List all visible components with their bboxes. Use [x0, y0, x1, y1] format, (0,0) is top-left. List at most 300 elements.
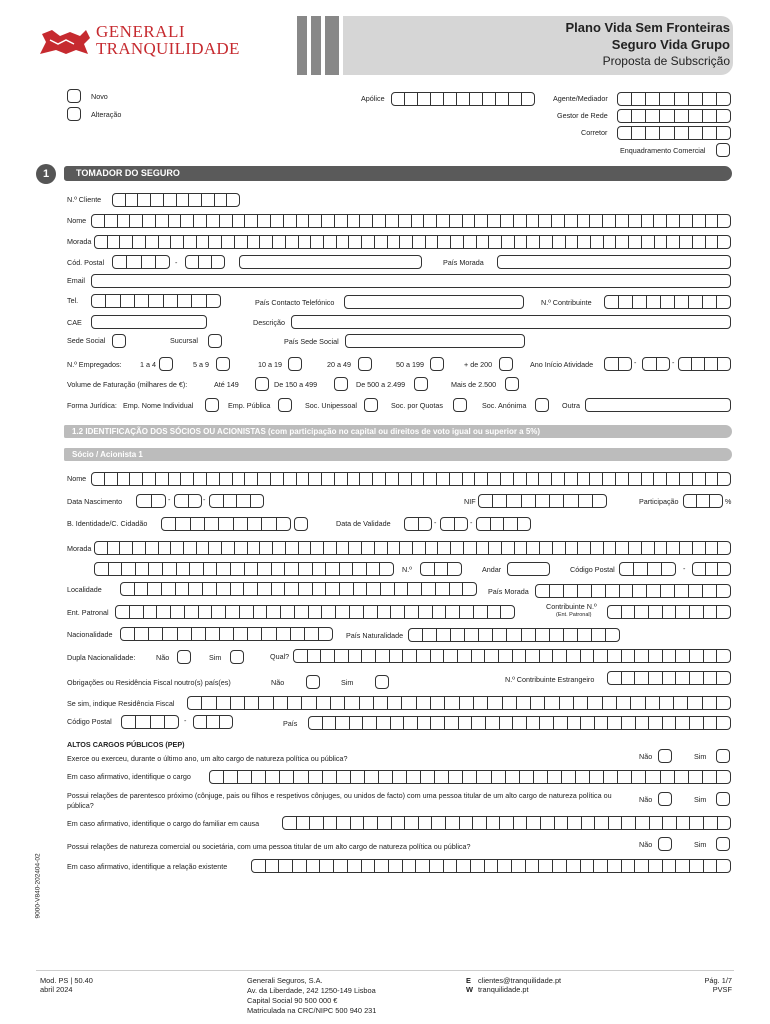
char-cell: [718, 563, 730, 575]
char-cell: [373, 473, 386, 485]
char-cell: [479, 629, 493, 641]
andar-input[interactable]: [507, 562, 550, 576]
char-cell: [136, 716, 150, 728]
char-cell: [309, 771, 323, 783]
char-cell: [431, 93, 444, 105]
char-cell: [674, 697, 688, 709]
vol-opt-label: De 500 a 2.499: [356, 380, 406, 389]
pais-naturalidade-label: País Naturalidade: [346, 631, 404, 640]
vol-opt-checkbox[interactable]: [334, 377, 348, 391]
char-cell: [240, 606, 254, 618]
char-cell: [500, 817, 514, 829]
char-cell: [574, 697, 588, 709]
char-cell: [513, 717, 527, 729]
char-cell: [472, 717, 486, 729]
sucursal-checkbox[interactable]: [208, 334, 222, 348]
forma-opt-checkbox[interactable]: [453, 398, 467, 412]
header-subtitle: Proposta de Subscrição: [602, 54, 730, 68]
char-cell: [460, 606, 474, 618]
char-cell: [231, 563, 245, 575]
char-cell: [186, 256, 199, 268]
date-dash: -: [168, 495, 171, 504]
char-cell: [622, 672, 636, 684]
data-validade-label: Data de Validade: [336, 519, 391, 528]
q2-nao-checkbox[interactable]: [658, 792, 672, 806]
char-cell: [618, 93, 632, 105]
emp-opt-checkbox[interactable]: [358, 357, 372, 371]
codigo-postal2-input[interactable]: [121, 715, 179, 729]
char-cell: [184, 542, 197, 554]
char-cell: [676, 717, 690, 729]
char-cell: [164, 194, 177, 206]
forma-opt-label: Emp. Pública: [228, 401, 271, 410]
char-cell: [451, 542, 464, 554]
char-cell: [217, 563, 231, 575]
char-cell: [345, 697, 359, 709]
char-cell: [143, 215, 156, 227]
char-cell: [717, 771, 730, 783]
cod-postal-ext-input[interactable]: [185, 255, 225, 269]
obrig-nao-checkbox[interactable]: [306, 675, 320, 689]
char-cell: [675, 93, 689, 105]
char-cell: [663, 672, 677, 684]
char-cell: [210, 771, 224, 783]
char-cell: [217, 697, 231, 709]
socio-morada-input-1[interactable]: [94, 541, 731, 555]
contribuinte-label: Contribuinte N.º: [546, 602, 597, 611]
corretor-input[interactable]: [617, 126, 731, 140]
emp-opt-checkbox[interactable]: [430, 357, 444, 371]
tel-input[interactable]: [91, 294, 221, 308]
forma-opt-checkbox[interactable]: [364, 398, 378, 412]
forma-opt-checkbox[interactable]: [205, 398, 219, 412]
morada-input[interactable]: [94, 235, 731, 249]
emp-opt-checkbox[interactable]: [499, 357, 513, 371]
forma-opt-label: Soc. Unipessoal: [305, 401, 357, 410]
char-cell: [498, 860, 512, 872]
char-cell: [595, 817, 609, 829]
char-cell: [142, 256, 156, 268]
dupla-label: Dupla Nacionalidade:: [67, 653, 136, 662]
char-cell: [717, 127, 730, 139]
char-cell: [536, 585, 550, 597]
char-cell: [463, 473, 476, 485]
char-cell: [405, 817, 419, 829]
char-cell: [194, 215, 207, 227]
codigo-postal-input[interactable]: [619, 562, 676, 576]
forma-opt-checkbox[interactable]: [278, 398, 292, 412]
char-cell: [163, 563, 177, 575]
char-cell: [679, 358, 692, 370]
char-cell: [391, 717, 405, 729]
footer-date: abril 2024: [40, 985, 73, 994]
char-cell: [149, 295, 163, 307]
char-cell: [340, 563, 354, 575]
codigo-postal-label: Código Postal: [570, 565, 615, 574]
char-cell: [655, 236, 668, 248]
char-cell: [192, 295, 206, 307]
char-cell: [175, 495, 189, 507]
alteracao-checkbox[interactable]: [67, 107, 81, 121]
sede-social-checkbox[interactable]: [112, 334, 126, 348]
char-cell: [209, 236, 222, 248]
pep-q1: Exerce ou exerceu, durante o último ano, um alto cargo de natureza política ou pública?: [67, 754, 348, 763]
char-cell: [136, 563, 150, 575]
char-cell: [233, 215, 246, 227]
char-cell: [438, 236, 451, 248]
codigo-postal2-label: Código Postal: [67, 717, 112, 726]
char-cell: [273, 542, 286, 554]
dupla-nao-label: Não: [156, 653, 170, 662]
descricao-input[interactable]: [291, 315, 731, 329]
bi-check-input[interactable]: [294, 517, 308, 531]
char-cell: [163, 628, 177, 640]
participacao-input[interactable]: [683, 494, 723, 508]
char-cell: [386, 215, 399, 227]
vol-opt-checkbox[interactable]: [414, 377, 428, 391]
char-cell: [285, 563, 299, 575]
char-cell: [616, 215, 629, 227]
char-cell: [604, 236, 617, 248]
char-cell: [133, 542, 146, 554]
forma-opt-checkbox[interactable]: [535, 398, 549, 412]
char-cell: [522, 93, 534, 105]
char-cell: [118, 473, 131, 485]
char-cell: [207, 295, 220, 307]
char-cell: [181, 473, 194, 485]
char-cell: [527, 473, 540, 485]
nome-input[interactable]: [91, 214, 731, 228]
char-cell: [389, 860, 403, 872]
char-cell: [337, 771, 351, 783]
char-cell: [130, 215, 143, 227]
q3a-input[interactable]: [251, 859, 731, 873]
char-cell: [643, 358, 657, 370]
char-cell: [149, 628, 163, 640]
char-cell: [284, 215, 297, 227]
gestor-input[interactable]: [617, 109, 731, 123]
char-cell: [445, 717, 459, 729]
n-contribuinte-input[interactable]: [604, 295, 731, 309]
char-cell: [299, 542, 312, 554]
char-cell: [693, 236, 706, 248]
footer-web[interactable]: tranquilidade.pt: [478, 985, 529, 994]
char-cell: [210, 495, 224, 507]
char-cell: [285, 583, 299, 595]
char-cell: [405, 518, 419, 530]
q1-nao-checkbox[interactable]: [658, 749, 672, 763]
char-cell: [156, 256, 169, 268]
char-cell: [322, 606, 336, 618]
char-cell: [568, 717, 582, 729]
char-cell: [185, 606, 199, 618]
validade-day-input[interactable]: [404, 517, 432, 531]
footer-email[interactable]: clientes@tranquilidade.pt: [478, 976, 562, 985]
char-cell: [450, 583, 464, 595]
char-cell: [412, 215, 425, 227]
socio-localidade-input[interactable]: [120, 582, 477, 596]
vol-opt-label: De 150 a 499: [274, 380, 318, 389]
char-cell: [503, 697, 517, 709]
char-cell: [194, 473, 207, 485]
char-cell: [657, 358, 670, 370]
char-cell: [605, 358, 619, 370]
char-cell: [237, 495, 251, 507]
char-cell: [113, 194, 126, 206]
char-cell: [465, 629, 479, 641]
apolice-input[interactable]: [391, 92, 535, 106]
ent-contribuinte-input[interactable]: [607, 605, 731, 619]
agente-input[interactable]: [617, 92, 731, 106]
char-cell: [697, 495, 710, 507]
char-cell: [680, 473, 693, 485]
char-cell: [360, 697, 374, 709]
pais-morada-input[interactable]: [497, 255, 731, 269]
nacionalidade-input[interactable]: [120, 627, 333, 641]
email-input[interactable]: [91, 274, 731, 288]
char-cell: [146, 236, 159, 248]
char-cell: [649, 606, 663, 618]
char-cell: [340, 583, 354, 595]
char-cell: [591, 236, 604, 248]
char-cell: [273, 236, 286, 248]
obrig-nao-label: Não: [271, 678, 285, 687]
char-cell: [663, 860, 677, 872]
char-cell: [693, 563, 706, 575]
footer-email-key: E: [466, 976, 471, 985]
char-cell: [710, 495, 722, 507]
char-cell: [667, 473, 680, 485]
char-cell: [419, 606, 433, 618]
obrig-sim-label: Sim: [341, 678, 354, 687]
char-cell: [421, 771, 435, 783]
q3-nao-checkbox[interactable]: [658, 837, 672, 851]
n-input[interactable]: [420, 562, 462, 576]
qual-input[interactable]: [293, 649, 731, 663]
vol-opt-checkbox[interactable]: [255, 377, 269, 391]
obrigacoes-label: Obrigações ou Residência Fiscal noutro(s) país(es): [67, 678, 231, 687]
char-cell: [335, 473, 348, 485]
char-cell: [502, 236, 515, 248]
char-cell: [388, 236, 401, 248]
cae-input[interactable]: [91, 315, 207, 329]
char-cell: [717, 860, 730, 872]
char-cell: [527, 215, 540, 227]
char-cell: [703, 93, 717, 105]
socio-nome-input[interactable]: [91, 472, 731, 486]
codigo-postal-ext-input[interactable]: [692, 562, 731, 576]
residencia-fiscal-input[interactable]: [187, 696, 731, 710]
pais-contacto-input[interactable]: [344, 295, 524, 309]
nif-input[interactable]: [478, 494, 607, 508]
dupla-nao-checkbox[interactable]: [177, 650, 191, 664]
q2-sim-checkbox[interactable]: [716, 792, 730, 806]
side-code: 9000-V840-202404-02: [34, 853, 42, 919]
char-cell: [309, 473, 322, 485]
pais-sede-input[interactable]: [345, 334, 525, 348]
contrib-estrangeiro-label: N.º Contribuinte Estrangeiro: [505, 675, 595, 684]
char-cell: [578, 585, 592, 597]
char-cell: [663, 717, 677, 729]
socio-morada-input-2[interactable]: [94, 562, 394, 576]
char-cell: [105, 215, 118, 227]
ent-patronal-label: Ent. Patronal: [67, 608, 109, 617]
char-cell: [477, 542, 490, 554]
char-cell: [578, 215, 591, 227]
char-cell: [717, 650, 730, 662]
char-cell: [605, 296, 619, 308]
ano-inicio-year-input[interactable]: [678, 357, 731, 371]
emp-opt-checkbox[interactable]: [159, 357, 173, 371]
char-cell: [660, 127, 674, 139]
dupla-sim-checkbox[interactable]: [230, 650, 244, 664]
char-cell: [582, 817, 596, 829]
char-cell: [432, 817, 446, 829]
char-cell: [395, 583, 409, 595]
char-cell: [554, 717, 568, 729]
char-cell: [262, 518, 276, 530]
pais-naturalidade-input[interactable]: [408, 628, 620, 642]
obrig-sim-checkbox[interactable]: [375, 675, 389, 689]
q3-sim-checkbox[interactable]: [716, 837, 730, 851]
char-cell: [690, 672, 704, 684]
validade-month-input[interactable]: [440, 517, 468, 531]
char-cell: [137, 495, 152, 507]
n-cliente-input[interactable]: [112, 193, 240, 207]
char-cell: [526, 650, 540, 662]
validade-year-input[interactable]: [476, 517, 531, 531]
char-cell: [507, 495, 521, 507]
char-cell: [393, 771, 407, 783]
char-cell: [514, 473, 527, 485]
char-cell: [436, 583, 450, 595]
char-cell: [527, 236, 540, 248]
char-cell: [190, 563, 204, 575]
localidade-label: Localidade: [67, 585, 102, 594]
char-cell: [322, 215, 335, 227]
localidade-input[interactable]: [239, 255, 422, 269]
data-nasc-day-input[interactable]: [136, 494, 166, 508]
char-cell: [555, 817, 569, 829]
header-title-2: Seguro Vida Grupo: [611, 37, 730, 52]
ano-inicio-day-input[interactable]: [604, 357, 632, 371]
date-dash: -: [434, 518, 437, 527]
char-cell: [400, 236, 413, 248]
forma-outra-input[interactable]: [585, 398, 731, 412]
char-cell: [260, 542, 273, 554]
char-cell: [717, 93, 730, 105]
enquadramento-label: Enquadramento Comercial: [620, 146, 706, 155]
char-cell: [451, 629, 465, 641]
char-cell: [220, 215, 233, 227]
char-cell: [703, 296, 717, 308]
char-cell: [307, 860, 321, 872]
char-cell: [108, 542, 121, 554]
char-cell: [703, 585, 717, 597]
char-cell: [690, 717, 704, 729]
char-cell: [334, 860, 348, 872]
pais-input[interactable]: [308, 716, 731, 730]
contrib-estrangeiro-input[interactable]: [607, 671, 731, 685]
char-cell: [693, 473, 706, 485]
char-cell: [527, 717, 541, 729]
char-cell: [550, 495, 564, 507]
char-cell: [642, 236, 655, 248]
novo-checkbox[interactable]: [67, 89, 81, 103]
cod-postal-input[interactable]: [112, 255, 170, 269]
codigo-postal2-ext-input[interactable]: [193, 715, 233, 729]
brand-name-2: TRANQUILIDADE: [96, 39, 240, 58]
ano-inicio-month-input[interactable]: [642, 357, 670, 371]
bi-input[interactable]: [161, 517, 291, 531]
char-cell: [212, 606, 226, 618]
char-cell: [224, 771, 238, 783]
char-cell: [409, 629, 423, 641]
char-cell: [430, 860, 444, 872]
forma-opt-label: Soc. por Quotas: [391, 401, 443, 410]
char-cell: [486, 717, 500, 729]
char-cell: [500, 717, 514, 729]
char-cell: [635, 650, 649, 662]
char-cell: [475, 473, 488, 485]
char-cell: [130, 473, 143, 485]
char-cell: [284, 473, 297, 485]
char-cell: [417, 697, 431, 709]
char-cell: [450, 215, 463, 227]
char-cell: [374, 697, 388, 709]
char-cell: [233, 473, 246, 485]
char-cell: [162, 518, 176, 530]
email-label: Email: [67, 276, 85, 285]
data-nasc-year-input[interactable]: [209, 494, 264, 508]
char-cell: [472, 650, 486, 662]
char-cell: [362, 236, 375, 248]
data-nasc-month-input[interactable]: [174, 494, 202, 508]
char-cell: [405, 606, 419, 618]
char-cell: [706, 215, 719, 227]
char-cell: [251, 495, 264, 507]
q2a-input[interactable]: [282, 816, 731, 830]
char-cell: [706, 563, 719, 575]
char-cell: [590, 473, 603, 485]
char-cell: [404, 717, 418, 729]
char-cell: [121, 628, 135, 640]
emp-opt-checkbox[interactable]: [288, 357, 302, 371]
char-cell: [581, 860, 595, 872]
ent-patronal-input[interactable]: [115, 605, 515, 619]
char-cell: [189, 495, 202, 507]
char-cell: [238, 771, 252, 783]
char-cell: [667, 542, 680, 554]
char-cell: [718, 473, 730, 485]
enquadramento-input[interactable]: [716, 143, 730, 157]
emp-opt-label: 50 a 199: [396, 360, 424, 369]
char-cell: [120, 236, 133, 248]
char-cell: [501, 215, 514, 227]
pais-label: País: [283, 719, 298, 728]
emp-opt-checkbox[interactable]: [216, 357, 230, 371]
vol-opt-checkbox[interactable]: [505, 377, 519, 391]
char-cell: [192, 628, 206, 640]
char-cell: [108, 236, 121, 248]
socio-pais-morada-input[interactable]: [535, 584, 731, 598]
char-cell: [663, 817, 677, 829]
char-cell: [448, 563, 461, 575]
char-cell: [313, 583, 327, 595]
q1a-input[interactable]: [209, 770, 731, 784]
q1-sim-checkbox[interactable]: [716, 749, 730, 763]
footer-matricula: Matriculada na CRC/NIPC 500 940 231: [247, 1006, 377, 1015]
